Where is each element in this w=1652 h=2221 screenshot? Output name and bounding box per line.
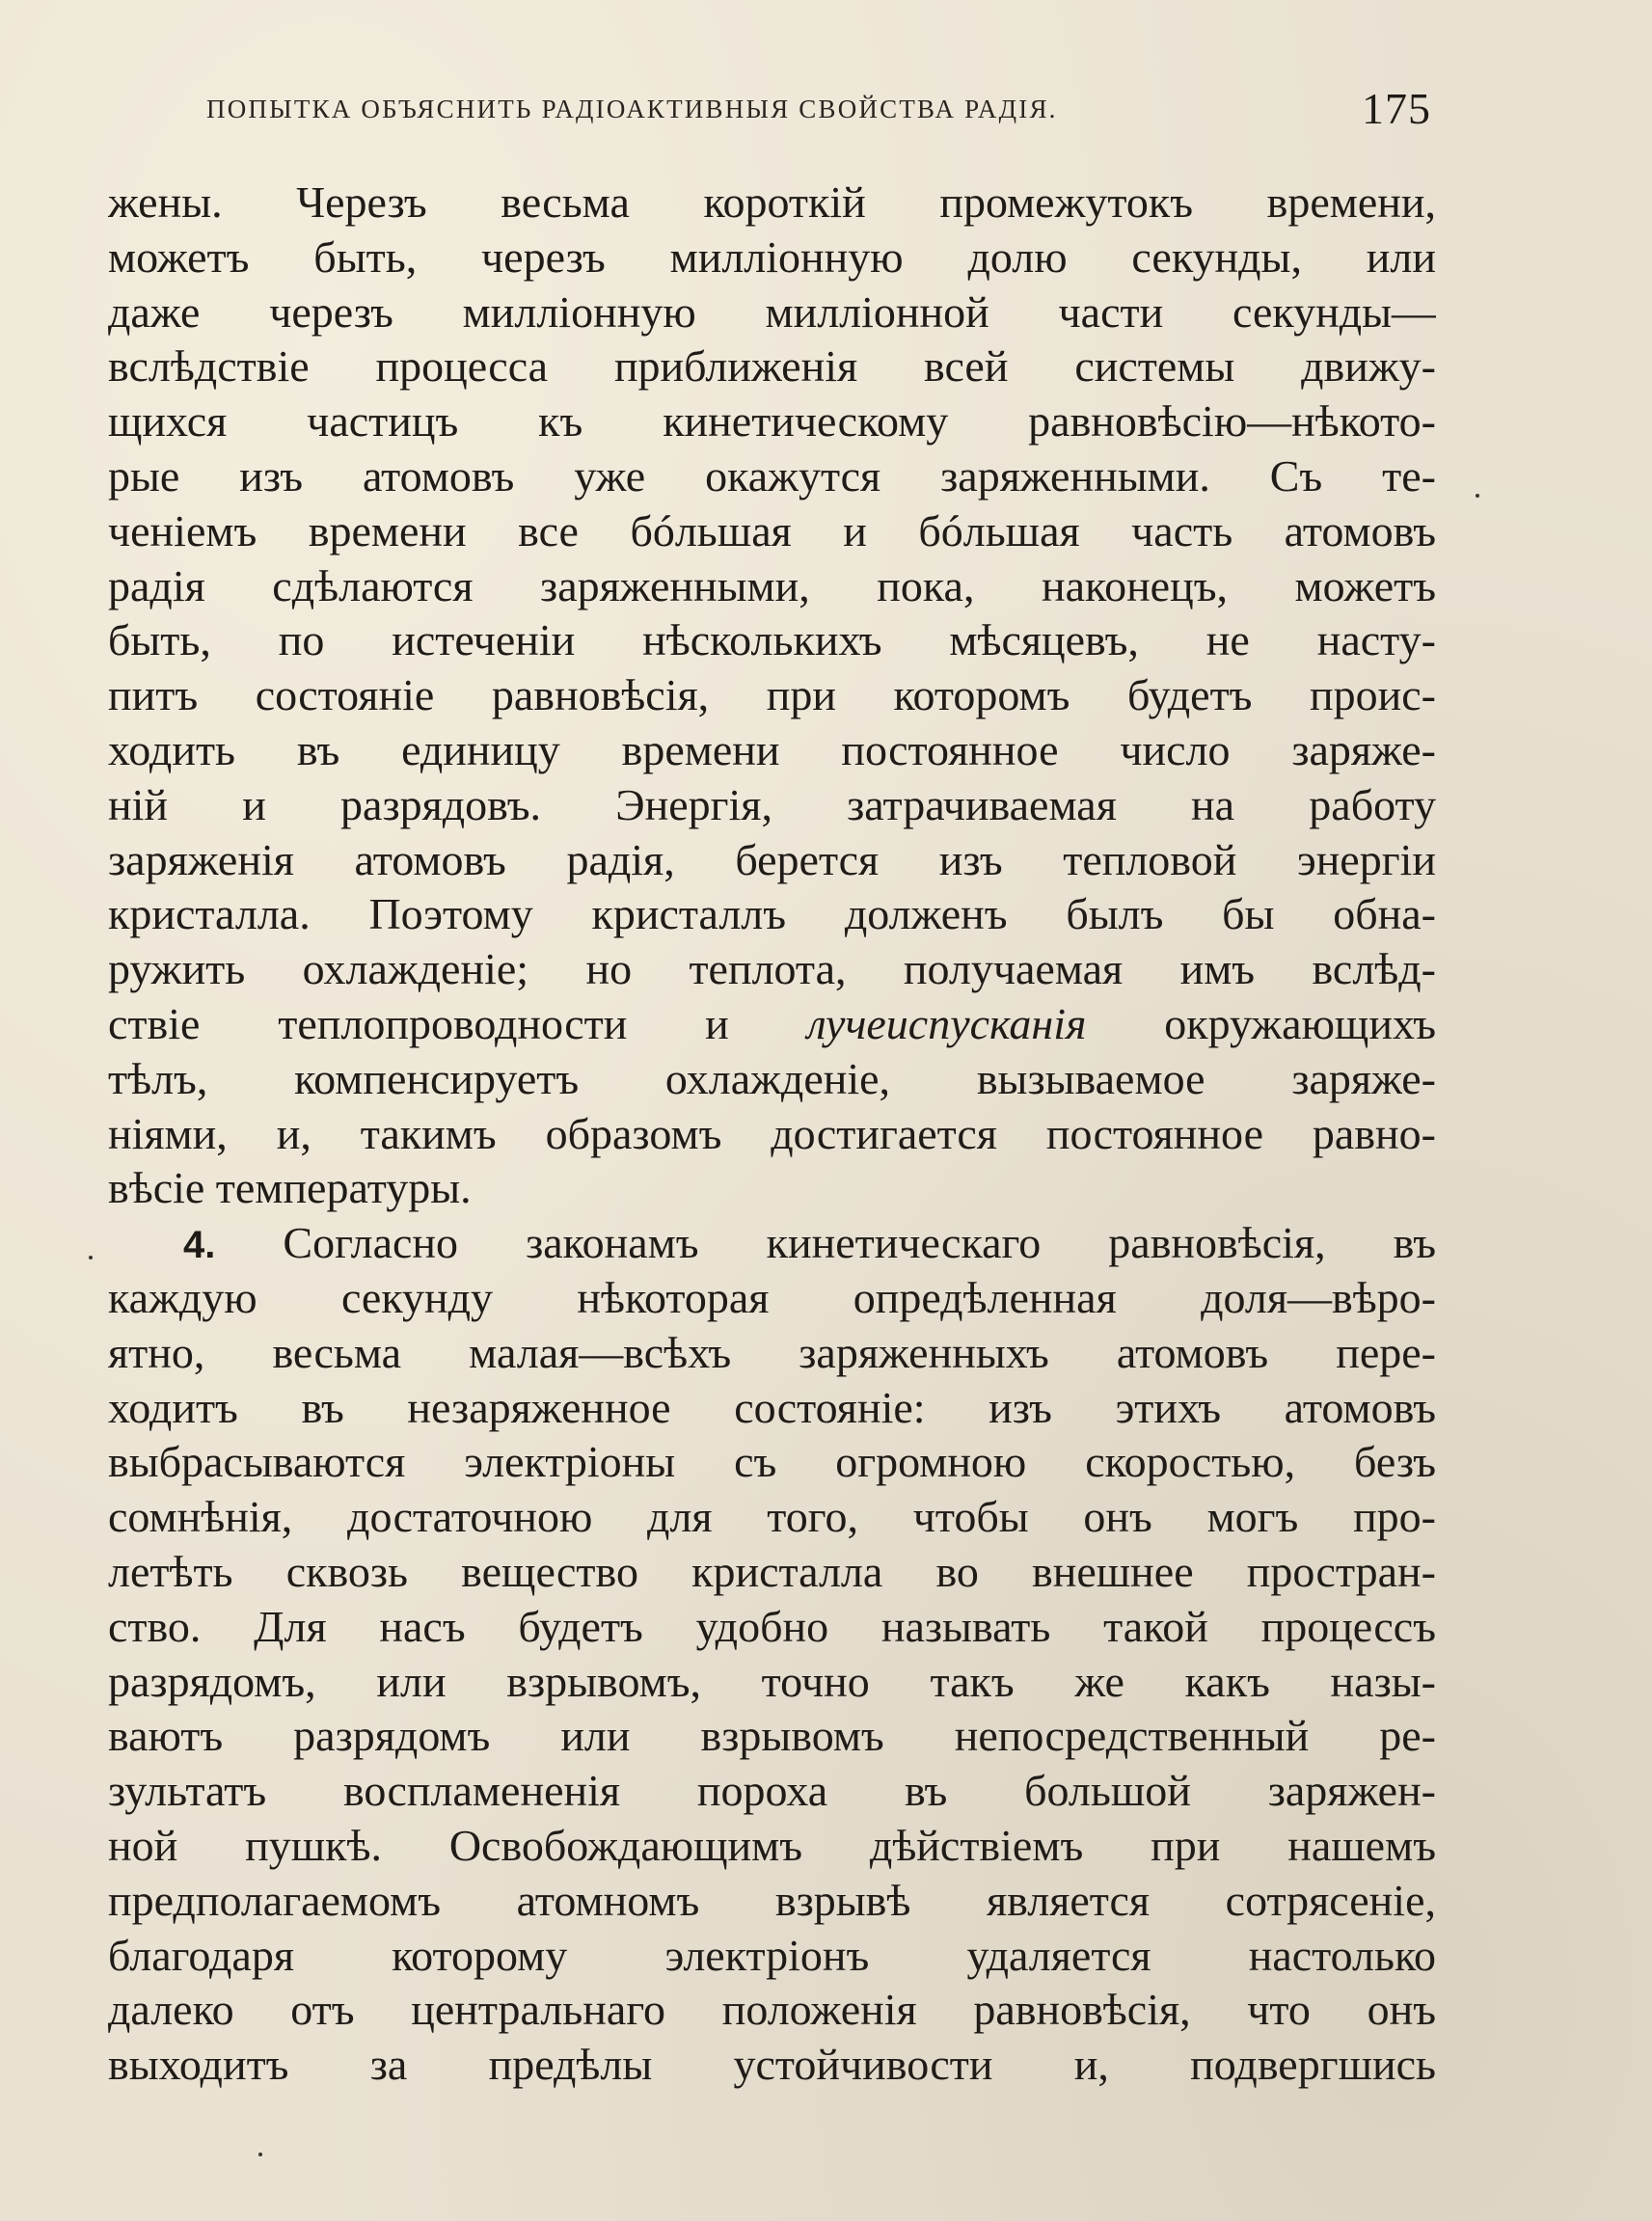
text-line: кристалла. Поэтому кристаллъ долженъ былъ бы обна- xyxy=(108,889,1436,939)
running-head xyxy=(206,83,1431,141)
text-line: вслѣдствіе процесса приближенія всей системы движу- xyxy=(108,341,1436,392)
text-line: выходитъ за предѣлы устойчивости и, подвергшись xyxy=(108,2040,1436,2090)
line-segment: Согласно законамъ кинетическаго равновѣсія, въ xyxy=(283,1218,1436,1268)
text-line: далеко отъ центральнаго положенія равновѣсія, что онъ xyxy=(108,1985,1436,2035)
text-line: ходить въ единицу времени постоянное число заряже- xyxy=(108,724,1436,774)
text-line: ходитъ въ незаряженное состояніе: изъ этихъ атомовъ xyxy=(108,1382,1436,1432)
text-line: жены. Черезъ весьма короткій промежутокъ времени, xyxy=(108,177,1436,227)
italic-term: лучеиспусканія xyxy=(806,998,1087,1048)
body-text xyxy=(108,176,1436,2093)
paragraph-number: 4. xyxy=(183,1224,216,1267)
text-line: разрядомъ, или взрывомъ, точно такъ же какъ назы- xyxy=(108,1656,1436,1706)
text-line: радія сдѣлаются заряженными, пока, наконецъ, можетъ xyxy=(108,560,1436,610)
running-title: ПОПЫТКА ОБЪЯСНИТЬ РАДІОАКТИВНЫЯ СВОЙСТВА РАДІЯ. xyxy=(206,95,1058,123)
text-line: заряженія атомовъ радія, берется изъ тепловой энергіи xyxy=(108,834,1436,884)
text-line: даже черезъ милліонную милліонной части секунды— xyxy=(108,286,1436,337)
text-line: питъ состояніе равновѣсія, при которомъ будетъ проис- xyxy=(108,670,1436,720)
text-line-with-italic xyxy=(108,997,1436,1052)
text-line: рые изъ атомовъ уже окажутся заряженными. Съ те- xyxy=(108,450,1436,501)
text-line: ство. Для насъ будетъ удобно называть такой процессъ xyxy=(108,1601,1436,1651)
numbered-paragraph-first-line xyxy=(108,1216,1436,1271)
text-line: можетъ быть, черезъ милліонную долю секунды, или xyxy=(108,231,1436,282)
text-line: вѣсіе температуры. xyxy=(108,1163,472,1213)
text-line: ваютъ разрядомъ или взрывомъ непосредственный ре- xyxy=(108,1711,1436,1761)
text-line: ченіемъ времени все бóльшая и бóльшая часть атомовъ xyxy=(108,505,1436,555)
text-line: летѣть сквозь вещество кристалла во внешнее простран- xyxy=(108,1546,1436,1596)
text-line: быть, по истеченіи нѣсколькихъ мѣсяцевъ, не насту- xyxy=(108,615,1436,665)
text-line: благодаря которому электріонъ удаляется настолько xyxy=(108,1930,1436,1980)
text-line: зультатъ воспламененія пороха въ большой заряжен- xyxy=(108,1766,1436,1816)
text-line: тѣлъ, компенсируетъ охлажденіе, вызываемое заряже- xyxy=(108,1053,1436,1103)
paper-speck xyxy=(1476,494,1479,498)
line-segment: ствіе теплопроводности и xyxy=(108,998,729,1048)
text-line: каждую секунду нѣкоторая опредѣленная доля—вѣро- xyxy=(108,1272,1436,1322)
text-line: ній и разрядовъ. Энергія, затрачиваемая на работу xyxy=(108,779,1436,829)
text-line: сомнѣнія, достаточною для того, чтобы онъ могъ про- xyxy=(108,1492,1436,1542)
text-line: выбрасываются электріоны съ огромною скоростью, безъ xyxy=(108,1437,1436,1487)
text-line: ятно, весьма малая—всѣхъ заряженныхъ атомовъ пере- xyxy=(108,1327,1436,1377)
paper-speck xyxy=(258,2153,262,2156)
line-segment: окружающихъ xyxy=(1164,998,1436,1048)
text-line: ной пушкѣ. Освобождающимъ дѣйствіемъ при нашемъ xyxy=(108,1820,1436,1870)
text-line: предполагаемомъ атомномъ взрывѣ является сотрясеніе, xyxy=(108,1875,1436,1925)
text-line: ніями, и, такимъ образомъ достигается постоянное равно- xyxy=(108,1108,1436,1158)
page-number: 175 xyxy=(1362,84,1431,133)
paper-speck xyxy=(89,1256,93,1259)
text-line: щихся частицъ къ кинетическому равновѣсію—нѣкото- xyxy=(108,396,1436,447)
text-line: ружить охлажденіе; но теплота, получаемая имъ вслѣд- xyxy=(108,944,1436,994)
